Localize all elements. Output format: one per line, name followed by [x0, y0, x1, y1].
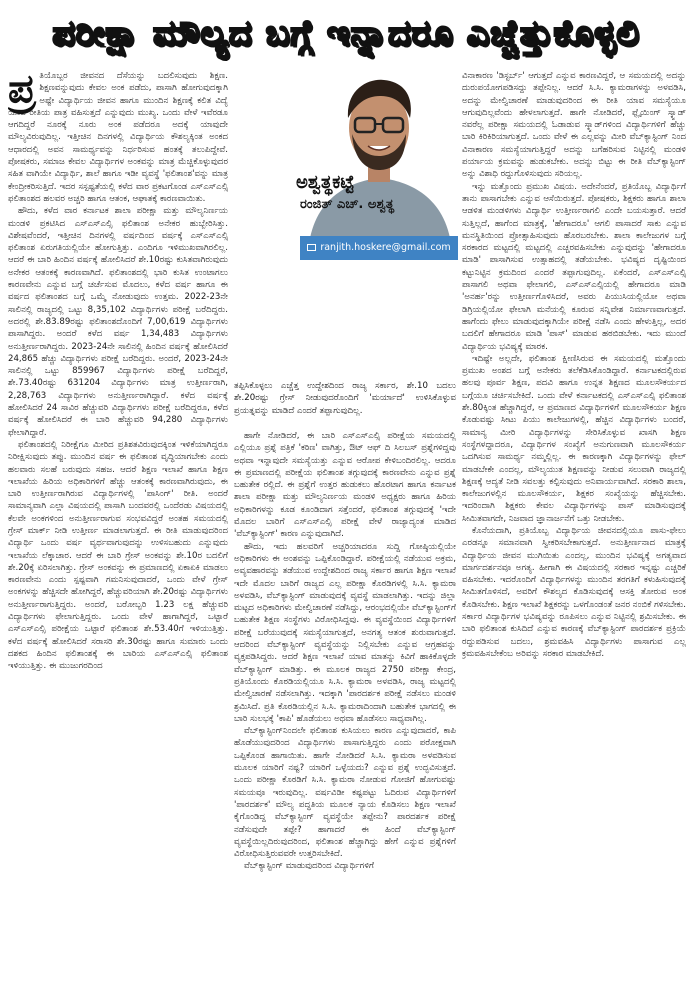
author-email[interactable]: ranjith.hoskere@gmail.com	[320, 242, 451, 253]
paragraph: ಇನ್ನು ಮತ್ತೊಂದು ಪ್ರಮುಖ ವಿಷಯ. ಅದೇನೆಂದರೆ, ಪ್ರತಿಯೊಬ್ಬ ವಿದ್ಯಾರ್ಥಿಗೆ ತಾನು ಪಾಸಾಗಬೇಕು ಎನ್ನುವ ಆಸೆಯಿರುತ್ತದೆ. ಪೋಷಕರು, ಶಿಕ್ಷಕರು ಹಾಗೂ ಶಾಲಾ ಆಡಳಿತ ಮಂಡಳಿಗಳು ವಿದ್ಯಾರ್ಥಿ ಉತ್ತೀರ್ಣರಾಗಲಿ ಎಂದೇ ಬಯಸುತ್ತಾರೆ. ಆದರೆ ಸುತ್ತಿಲ್ಲದೆ, ಹಾಗೆಂದ ಮಾತ್ರಕ್ಕೆ, 'ಹೇಗಾದರೂ' ಆಗಲಿ ಪಾಸಾದರೆ ಸಾಕು ಎನ್ನುವ ಮನಸ್ಥಿತಿಯಿಂದ ಪ್ರೋತ್ಸಾಹಿಸುವುದು ಹೊರಬರಬೇಕು. ಶಾಲಾ ಕಾಲೇಜುಗಳ ಬಗ್ಗೆ ಸರಕಾರದ ಮಟ್ಟದಲ್ಲಿ ಮಟ್ಟದಲ್ಲಿ ಎಚ್ಚರವಹಿಸಬೇಕು ಎನ್ನುವುದನ್ನು 'ಹೇಗಾದರೂ ಮಾಡಿ' ಪಾಸಾಗಿಸುವ ಉತ್ಸಾಹದಲ್ಲಿ ತಡೆಯಬೇಕು. ಭವಿಷ್ಯದ ದೃಷ್ಟಿಯಿಂದ ಕಟ್ಟುನಿಟ್ಟಿನ ಕ್ರಮದಿಂದ ಎಂದರೆ ತಪ್ಪಾಗುವುದಿಲ್ಲ. ಏಕೆಂದರೆ, ಎಸ್ಎಸ್ಎಲ್ಸಿ ಪಾಸಾಗಲಿ ಅಥವಾ ಫೇಲಾಗಲಿ, ಎಸ್ಎಸ್ಎಲ್ಸಿಯಲ್ಲಿ ಹೇಗಾದರೂ ಮಾಡಿ 'ಅನರ್ಹ'ರನ್ನು ಉತ್ತೀರ್ಣಗೊಳಿಸಿದರೆ, ಅವರು ಪಿಯುಸಿಯಲ್ಲಿಯೋ ಅಥವಾ ಡಿಗ್ರಿಯಲ್ಲಿಯೋ ಫೇಲಾಗಿ ಮನೆಯಲ್ಲಿ ಕೂರುವ ಸನ್ನಿವೇಶ ನಿರ್ಮಾಣವಾಗುತ್ತದೆ. ಹಾಗೆಂದು ಫೇಲು ಮಾಡುವುದಕ್ಕಾಗಿಯೇ ಪರೀಕ್ಷೆ ನಡೆಸಿ ಎಂದು ಹೇಳುತ್ತಿಲ್ಲ, ಅದರ ಬದಲಿಗೆ ಹೇಗಾದರೂ ಮಾಡಿ 'ಪಾಸ್' ಮಾಡುವ ಹಠಬಿಡಬೇಕು. ಇದು ಮುಂದೆ ವಿದ್ಯಾರ್ಥಿಯ ಭವಿಷ್ಯಕ್ಕೆ ಮಾರಕ.	[462, 181, 686, 352]
paragraph: ತಿಯೊಬ್ಬರ ಜೀವನದ ದೆಸೆಯನ್ನು ಬದಲಿಸುವುದು ಶಿಕ್ಷಣ. ಶಿಕ್ಷಣವನ್ನುವುದು ಕೇವಲ ಅಂಕ ಪಡೆದು, ಪಾಸಾಗಿ ಹೋಗುವುದಕ್ಕಾಗಿ ಅಷ್ಟೇ ವಿದ್ಯಾರ್ಥಿಯ ಜೀವನ ಹಾಗೂ ಮುಂದಿನ ಶಿಕ್ಷಣಕ್ಕೆ ಕಲಿತ ವಿದ್ಯೆ ಯಾವ ರೀತಿಯ ಪಾತ್ರ ವಹಿಸುತ್ತದೆ ಎನ್ನುವುದು ಮುಖ್ಯ. ಒಂದು ವೇಳೆ ಇವೆರಡೂ ಆಗದಿದ್ದರೆ ನೂರಕ್ಕೆ ನೂರು ಅಂಕ ಪಡೆದರೂ ಅದಕ್ಕೆ ಯಾವುದೇ ಮೌಲ್ಯವಿರುವುದಿಲ್ಲ. ಇತ್ತೀಚಿನ ದಿನಗಳಲ್ಲಿ ವಿದ್ಯಾರ್ಥಿಯ ಕೌಶಲ್ಯಕ್ಕಿಂತ ಅಂಕದ ಆಧಾರದಲ್ಲಿ ಅವನ ಸಾಮರ್ಥ್ಯವನ್ನು ನಿರ್ಧರಿಸುವ ಹಂತಕ್ಕೆ ತಲುಪಿದ್ದೇವೆ. ಪೋಷಕರು, ಸಮಾಜ ಕೇವಲ ವಿದ್ಯಾರ್ಥಿಗಳ ಅಂಕವನ್ನು ಮಾತ್ರ ಮೆಚ್ಚಿಕೊಳ್ಳುವುದರ ಸಹಿತ ವಾಗಿಯೇ ವಿದ್ಯಾರ್ಥಿ, ಶಾಲೆ ಹಾಗೂ ಇಡೀ ವ್ಯವಸ್ಥೆ 'ಫಲಿತಾಂಶ'ವನ್ನು ಮಾತ್ರ ಕೇಂದ್ರೀಕರಿಸುತ್ತಿದೆ. ಇದರ ಸಸ್ಪಷ್ಟತೆಯಲ್ಲಿ ಕಳೆದ ವಾರ ಪ್ರಕಟಗೊಂಡ ಎಸ್ಎಸ್ಎಲ್ಸಿ ಫಲಿತಾಂಶದ ಹಲವರ ಅಚ್ಚರಿ ಹಾಗೂ ಆತಂಕ, ಆಘಾತಕ್ಕೆ ಕಾರಣವಾಯಿತು.	[8, 71, 228, 204]
paragraph: ಇದಿಷ್ಟೇ ಅಲ್ಲದೇ, ಫಲಿತಾಂಶ ಕ್ಷೀಣಿಸಿರುವ ಈ ಸಮಯದಲ್ಲಿ ಮತ್ತೊಂದು ಪ್ರಮುಖ ಅಂಶದ ಬಗ್ಗೆ ಅನೇಕರು ತಲೆಕೆಡಿಸಿಕೊಂಡಿದ್ದಾರೆ. ಕರ್ನಾಟಕದಲ್ಲಿರುವ ಹಲವು ಪೂರ್ವ ಶಿಕ್ಷಣ, ಪದವಿ ಹಾಗೂ ಉನ್ನತ ಶಿಕ್ಷಣದ ಮೂಲಸೌಕರ್ಯದ ಬಗ್ಗೆಯೂ ಚರ್ಚಿಸಬೇಕಿದೆ. ಒಂದು ವೇಳೆ ಕರ್ನಾಟಕದಲ್ಲಿ ಎಸ್ಎಸ್ಎಲ್ಸಿ ಫಲಿತಾಂಶ ಶೇ.80ಕ್ಕಿಂತ ಹೆಚ್ಚಾಗಿದ್ದರೆ, ಆ ಪ್ರಮಾಣದ ವಿದ್ಯಾರ್ಥಿಗಳಿಗೆ ಮೂಲಸೌಕರ್ಯ ಶಿಕ್ಷಣ ಕೊಡುವಷ್ಟು ಸೀಟು ಪಿಯು ಕಾಲೇಜುಗಳಲ್ಲಿ, ಹೆಚ್ಚಿನ ವಿದ್ಯಾರ್ಥಿಗಳು ಬಂದರೆ, ಸಾಮಾನ್ಯ ಮೀರಿ ವಿದ್ಯಾರ್ಥಿಗಳನ್ನು ಸೇರಿಸಿಕೊಳ್ಳುವ ಖಾಸಗಿ ಶಿಕ್ಷಣ ಸಂಸ್ಥೆಗಳದ್ದಾದರೂ, ವಿದ್ಯಾರ್ಥಿಗಳ ಸಂಖ್ಯೆಗೆ ಅನುಗುಣವಾಗಿ ಮೂಲಸೌಕರ್ಯ ಒದಗಿಸುವ ಸಾಮರ್ಥ್ಯ ನಮ್ಮಲ್ಲಿಲ್ಲ. ಈ ಕಾರಣಕ್ಕಾಗಿ ವಿದ್ಯಾರ್ಥಿಗಳನ್ನು ಫೇಲ್ ಮಾಡಬೇಕೇ ಎಂದಲ್ಲ, ಮೌಲ್ಯಯುತ ಶಿಕ್ಷಣವನ್ನು ನೀಡುವ ಸಲುವಾಗಿ ರಾಜ್ಯದಲ್ಲಿ ಶಿಕ್ಷಣಕ್ಕೆ ಆದ್ಯತೆ ನೀಡಿ ಸವಲತ್ತು ಕಲ್ಪಿಸುವುದು ಅನಿವಾರ್ಯವಾಗಿದೆ. ಸರಕಾರಿ ಶಾಲಾ, ಕಾಲೇಜುಗಳಲ್ಲಿನ ಮೂಲಸೌಕರ್ಯ, ಶಿಕ್ಷಕರ ಸಂಖ್ಯೆಯನ್ನು ಹೆಚ್ಚಿಸಬೇಕು. ಇದರಿಂದಾಗಿ ಶಿಕ್ಷಕರು ಕೇವಲ ವಿದ್ಯಾರ್ಥಿಗಳನ್ನು ಪಾಸ್ ಮಾಡಿಸುವುದಕ್ಕೆ ಸೀಮಿತವಾಗದೇ, ನಿಜವಾದ ಜ್ಞಾನಾರ್ಜನೆಗೆ ಒತ್ತು ನೀಡಬೇಕು.	[462, 353, 686, 524]
paragraph: ವೆಬ್‌ಕ್ಯಾಸ್ಟಿಂಗ್ ಮಾಡುವುದರಿಂದ ವಿದ್ಯಾರ್ಥಿಗಳಿಗೆ	[244, 861, 374, 872]
author-photo	[300, 70, 458, 238]
author-name: ರಂಜಿತ್ ಎಚ್. ಅಶ್ವತ್ಥ	[300, 197, 395, 212]
paragraph: ಫಲಿತಾಂಶದಲ್ಲಿ ನಿರೀಕ್ಷೆಗೂ ಮೀರಿದ ಪ್ರತಿಶತವಿರುವುದಕ್ಕಿಂತ ಇಳಿಕೆಯಾಗಿದ್ದರೂ ನಿರೀಕ್ಷಿಸುವುದು ತಪ್ಪು. ಮುಂದಿನ ವರ್ಷ ಈ ಫಲಿತಾಂಶ ವೃದ್ಧಿಯಾಗಬೇಕು ಎಂದು ಹಲವಾರು ಸಲಹೆ ಬರುವುದು ಸಹಜ. ಆದರೆ ಶಿಕ್ಷಣ ಇಲಾಖೆ ಹಾಗೂ ಶಿಕ್ಷಣ ಇಲಾಖೆಯ ಹಿರಿಯ ಅಧಿಕಾರಿಗಳಿಗೆ ಹೆಚ್ಚು ಆತಂಕಕ್ಕೆ ಕಾರಣವಾಗಿರುವುದು, ಈ ಬಾರಿ ಉತ್ತೀರ್ಣರಾಗಿರುವ ವಿದ್ಯಾರ್ಥಿಗಳಲ್ಲಿ 'ಪಾಸಿಂಗ್' ರೀತಿ. ಅಂದರೆ ಸಾಮಾನ್ಯವಾಗಿ ಎಲ್ಲಾ ವಿಷಯದಲ್ಲಿ ಪಾಸಾಗಿ ಬಂದವರಲ್ಲಿ ಒಂದೆರಡು ವಿಷಯದಲ್ಲಿ ಕೆಲವೇ ಅಂಕಗಳಿಂದ ಅನುತ್ತೀರ್ಣರಾಗುವ ಸಂಭವವಿದ್ದರೆ ಅಂತಹ ಸಮಯದಲ್ಲಿ ಗ್ರೇಸ್ ಮಾರ್ಕ್ ನೀಡಿ ಉತ್ತೀರ್ಣ ಮಾಡಲಾಗುತ್ತದೆ. ಈ ರೀತಿ ಮಾಡುವುದರಿಂದ ವಿದ್ಯಾರ್ಥಿ ಒಂದು ವರ್ಷ ವ್ಯರ್ಥವಾಗುವುದನ್ನು ಉಳಿಸಬಹುದು ಎನ್ನುವುದು ಇಲಾಖೆಯ ಲೆಕ್ಕಾಚಾರ. ಆದರೆ ಈ ಬಾರಿ ಗ್ರೇಸ್ ಅಂಕವನ್ನು ಶೇ.10ರ ಬದಲಿಗೆ ಶೇ.20ಕ್ಕೆ ಏರಿಸಲಾಗಿತ್ತು. ಗ್ರೇಸ್ ಅಂಕವನ್ನು ಈ ಪ್ರಮಾಣದಲ್ಲಿ ಏಕಾಏಕಿ ಮಾಡಲು ಕಾರಣವೇನು ಎಂದು ಸ್ಪಷ್ಟವಾಗಿ ಗಮನಿಸುವುದಾದರೆ, ಒಂದು ವೇಳೆ ಗ್ರೇಸ್ ಅಂಕಗಳನ್ನು ಹೆಚ್ಚಿಸದೇ ಹೋಗಿದ್ದರೆ, ಹೆಚ್ಚುವರಿಯಾಗಿ ಶೇ.20ರಷ್ಟು ವಿದ್ಯಾರ್ಥಿಗಳು ಅನುತ್ತೀರ್ಣರಾಗುತ್ತಿದ್ದರು. ಅಂದರೆ, ಬರೋಬ್ಬರಿ 1.23 ಲಕ್ಷ ಹೆಚ್ಚುವರಿ ವಿದ್ಯಾರ್ಥಿಗಳು ಫೇಲಾಗುತ್ತಿದ್ದರು. ಒಂದು ವೇಳೆ ಹಾಗಾಗಿದ್ದರೆ, ಒಟ್ಟಾರೆ ಎಸ್ಎಸ್ಎಲ್ಸಿ ಪರೀಕ್ಷೆಯ ಒಟ್ಟಾರೆ ಫಲಿತಾಂಶ ಶೇ.53.40ಗೆ ಇಳಿಯುತ್ತಿತ್ತು. ಕಳೆದ ವರ್ಷಕ್ಕೆ ಹೋಲಿಸಿದರೆ ಸರಾಸರಿ ಶೇ.30ರಷ್ಟು ಹಾಗೂ ಸುಮಾರು ಒಂದು ದಶಕದ ಹಿಂದಿನ ಫಲಿತಾಂಶಕ್ಕೆ ಈ ಬಾರಿಯ ಎಸ್ಎಸ್ಎಲ್ಸಿ ಫಲಿತಾಂಶ ಇಳಿಯುತ್ತಿತ್ತು. ಈ ಮುಜುಗರದಿಂದ	[8, 439, 228, 672]
column-2-intro: ತಪ್ಪಿಸಿಕೊಳ್ಳಲು ಎಚ್ಚೆತ್ತ ಉದ್ದೇಶದಿಂದ ರಾಜ್ಯ ಸರ್ಕಾರ, ಶೇ.10 ಬದಲು ಶೇ.20ರಷ್ಟು ಗ್ರೇಸ್ ನೀಡುವುದರೊಂದಿಗೆ 'ಮರ್ಯಾದೆ' ಉಳಿಸಿಕೊಳ್ಳುವ ಪ್ರಯತ್ನವನ್ನು ಮಾಡಿದೆ ಎಂದರೆ ತಪ್ಪಾಗುವುದಿಲ್ಲ.	[234, 381, 456, 416]
paragraph: ಹಾಗೇ ನೋಡಿದರೆ, ಈ ಬಾರಿ ಎಸ್ಎಸ್ಎಲ್ಸಿ ಪರೀಕ್ಷೆಯ ಸಮಯದಲ್ಲಿ ಎಲ್ಲಿಯೂ ಪ್ರಶ್ನೆ ಪತ್ರಿಕೆ 'ಕಠಿಣ' ವಾಗಿತ್ತು, ಔಟ್ ಆಫ್ ದಿ ಸಿಲಬಸ್ ಪ್ರಶ್ನೆಗಳಿದ್ದವು ಅಥವಾ ಇನ್ನಾವುದೇ ಸಮಸ್ಯೆಯತ್ತು ಎನ್ನುವ ಆರೋಪ ಕೇಳಿಬಂದಿರಲಿಲ್ಲ. ಆದರೂ ಈ ಪ್ರಮಾಣದಲ್ಲಿ ಪರೀಕ್ಷೆಯ ಫಲಿತಾಂಶ ತಗ್ಗುವುದಕ್ಕೆ ಕಾರಣವೇನು ಎನ್ನುವ ಪ್ರಶ್ನೆ ಬಹುತೇಕ ರಲ್ಲಿದೆ. ಈ ಪ್ರಶ್ನೆಗೆ ಉತ್ತರ ಹುಡುಕಲು ಹೊರಟಾಗ ಹಾಗೂ ಕರ್ನಾಟಕ ಶಾಲಾ ಪರೀಕ್ಷಾ ಮತ್ತು ಮೌಲ್ಯನಿರ್ಣಯ ಮಂಡಳಿ ಅಧ್ಯಕ್ಷರು ಹಾಗೂ ಹಿರಿಯ ಅಧಿಕಾರಿಗಳನ್ನು ಕೂಡ ಕೂಂಡಿದಾಗ ಸತ್ತೆಂದರೆ, ಫಲಿತಾಂಶ ತಗ್ಗುವುದಕ್ಕೆ 'ಇದೇ ಮೊದಲ ಬಾರಿಗೆ ಎಸ್ಎಸ್ಎಲ್ಸಿ ಪರೀಕ್ಷೆ ವೇಳೆ ರಾಜ್ಯಾದ್ಯಂತ ಮಾಡಿದ 'ವೆಬ್‌ಕ್ಯಾಸ್ಟಿಂಗ್' ಕಾರಣ ಎನ್ನುವುದಾಗಿದೆ.	[234, 431, 456, 540]
dropcap: ಪ್ರ	[8, 70, 36, 112]
author-portrait	[300, 70, 458, 238]
paragraph: ಹೌದು, ಕಳೆದ ವಾರ ಕರ್ನಾಟಕ ಶಾಲಾ ಪರೀಕ್ಷಾ ಮತ್ತು ಮೌಲ್ಯನಿರ್ಣಯ ಮಂಡಳಿ ಪ್ರಕಟಿಸಿದ ಎಸ್ಎಸ್ಎಲ್ಸಿ ಫಲಿತಾಂಶ ಅನೇಕರ ಹುಬ್ಬೇರಿಸಿತ್ತು. ವಿಶೇಷವೆಂದರೆ, ಇತ್ತೀಚಿನ ದಿನಗಳಲ್ಲಿ ವರ್ಷದಿಂದ ವರ್ಷಕ್ಕೆ ಎಸ್ಎಸ್ಎಲ್ಸಿ ಫಲಿತಾಂಶ ಏರುಗತಿಯಲ್ಲಿಯೇ ಹೋಗುತ್ತಿತ್ತು. ಎಂದಿಗೂ ಇಳಿಮುಖವಾಗಿರಲಿಲ್ಲ. ಆದರೆ ಈ ಬಾರಿ ಹಿಂದಿನ ವರ್ಷಕ್ಕೆ ಹೋಲಿಸಿದರೆ ಶೇ.10ರಷ್ಟು ಕುಸಿತವಾಗಿರುವುದು ಅನೇಕರ ಆತಂಕಕ್ಕೆ ಕಾರಣವಾಗಿದೆ. ಫಲಿತಾಂಶದಲ್ಲಿ ಭಾರಿ ಕುಸಿತ ಉಂಟಾಗಲು ಕಾರಣವೇನು ಎನ್ನುವ ಬಗ್ಗೆ ಚರ್ಚೆಸುವ ಮೊದಲು, ಕಳೆದ ವರ್ಷ ಹಾಗೂ ಈ ವರ್ಷದ ಫಲಿತಾಂಶದ ಬಗ್ಗೆ ಒಮ್ಮೆ ನೋಡುವುದು ಉತ್ತಮ. 2022-23ನೇ ಸಾಲಿನಲ್ಲಿ ರಾಜ್ಯದಲ್ಲಿ ಒಟ್ಟು 8,35,102 ವಿದ್ಯಾರ್ಥಿಗಳು ಪರೀಕ್ಷೆ ಬರೆದಿದ್ದರು. ಅದರಲ್ಲಿ ಶೇ.83.89ರಷ್ಟು ಫಲಿತಾಂಶದೊಂದಿಗೆ 7,00,619 ವಿದ್ಯಾರ್ಥಿಗಳು ಪಾಸಾಗಿದ್ದರು. ಅಂದರೆ ಕಳೆದ ವರ್ಷ 1,34,483 ವಿದ್ಯಾರ್ಥಿಗಳು ಅನುತ್ತೀರ್ಣರಾಗಿದ್ದರು. 2023-24ನೇ ಸಾಲಿನಲ್ಲಿ ಹಿಂದಿನ ವರ್ಷಕ್ಕೆ ಹೋಲಿಸಿದರೆ 24,865 ಹೆಚ್ಚು ವಿದ್ಯಾರ್ಥಿಗಳು ಪರೀಕ್ಷೆ ಬರೆದಿದ್ದರು. ಅಂದರೆ, 2023-24ನೇ ಸಾಲಿನಲ್ಲಿ ಒಟ್ಟು 859967 ವಿದ್ಯಾರ್ಥಿಗಳು ಪರೀಕ್ಷೆ ಬರೆದಿದ್ದರೆ, ಶೇ.73.40ರಷ್ಟು 631204 ವಿದ್ಯಾರ್ಥಿಗಳು ಮಾತ್ರ ಉತ್ತೀರ್ಣರಾಗಿ, 2,28,763 ವಿದ್ಯಾರ್ಥಿಗಳು ಅನುತ್ತೀರ್ಣರಾಗಿದ್ದಾರೆ. ಕಳೆದ ವರ್ಷಕ್ಕೆ ಹೋಲಿಸಿದರೆ 24 ಸಾವಿರ ಹೆಚ್ಚುವರಿ ವಿದ್ಯಾರ್ಥಿಗಳು ಪರೀಕ್ಷೆ ಬರೆದಿದ್ದರೂ, ಕಳೆದ ವರ್ಷಕ್ಕೆ ಹೋಲಿಸಿದರೆ ಈ ಬಾರಿ ಹೆಚ್ಚುವರಿ 94,280 ವಿದ್ಯಾರ್ಥಿಗಳು ಫೇಲಾಗಿದ್ದಾರೆ.	[8, 206, 228, 438]
article-column-1	[8, 70, 228, 992]
paragraph: ಹೌದು, ಇದು ಹಲವರಿಗೆ ಅಚ್ಚರಿಯಾದರೂ ಸುದ್ದಿ ಗೋಷ್ಠಿಯಲ್ಲಿಯೇ ಅಧಿಕಾರಿಗಳು ಈ ಅಂಶವನ್ನು ಒಪ್ಪಿಕೊಂಡಿದ್ದಾರೆ. ಪರೀಕ್ಷೆಯಲ್ಲಿ ನಡೆಯುವ ಅಕ್ರಮ, ಅವ್ಯವಹಾರವನ್ನು ತಡೆಯುವ ಉದ್ದೇಶದಿಂದ ರಾಜ್ಯ ಸರ್ಕಾರ ಹಾಗೂ ಶಿಕ್ಷಣ ಇಲಾಖೆ ಇದೇ ಮೊದಲ ಬಾರಿಗೆ ರಾಜ್ಯದ ಎಲ್ಲ ಪರೀಕ್ಷಾ ಕೊಠಡಿಗಳಲ್ಲಿ ಸಿ.ಸಿ. ಕ್ಯಾಮರಾ ಅಳವಡಿಸಿ, ವೆಬ್‌ಕ್ಯಾಸ್ಟಿಂಗ್ ಮಾಡುವುದಕ್ಕೆ ವ್ಯವಸ್ಥೆ ಮಾಡಲಾಗಿತ್ತು. ಇದನ್ನು ಜಿಲ್ಲಾ ಮಟ್ಟದ ಅಧಿಕಾರಿಗಳು ಮೇಲ್ವಿಚಾರಣೆ ನಡೆಸಿದ್ದು, ಆರಂಭದಲ್ಲಿಯೇ ವೆಬ್‌ಕ್ಯಾಸ್ಟಿಂಗ್‌ಗೆ ಬಹುತೇಕ ಶಿಕ್ಷಣ ಸಂಸ್ಥೆಗಳು ವಿರೋಧಿಸಿದ್ದವು. ಈ ವ್ಯವಸ್ಥೆಯಿಂದ ವಿದ್ಯಾರ್ಥಿಗಳಿಗೆ ಪರೀಕ್ಷೆ ಬರೆಯುವುದಕ್ಕೆ ಸಮಸ್ಯೆಯಾಗುತ್ತದೆ, ಅನಗತ್ಯ ಆತಂಕ ಶುರುವಾಗುತ್ತದೆ. ಆದರಿಂದ ವೆಬ್‌ಕ್ಯಾಸ್ಟಿಂಗ್ ವ್ಯವಸ್ಥೆಯನ್ನು ನಿಲ್ಲಿಸಬೇಕು ಎನ್ನುವ ಆಗ್ರಹವನ್ನು ವ್ಯಕ್ತಪಡಿಸಿದ್ದರು. ಆದರೆ ಶಿಕ್ಷಣ ಇಲಾಖೆ ಯಾವ ಮಾತನ್ನು ಕಿವಿಗೆ ಹಾಕಿಕೊಳ್ಳದೇ ವೆಬ್‌ಕ್ಯಾಸ್ಟಿಂಗ್ ಮಾಡಿತ್ತು. ಈ ಮೂಲಕ ರಾಜ್ಯದ 2750 ಪರೀಕ್ಷಾ ಕೇಂದ್ರ, ಪ್ರತಿಯೊಂದು ಕೊಠಡಿಯಲ್ಲಿಯೂ ಸಿ.ಸಿ. ಕ್ಯಾಮರಾ ಅಳವಡಿಸಿ, ರಾಜ್ಯ ಮಟ್ಟದಲ್ಲಿ ಮೇಲ್ವಿಚಾರಣೆ ನಡೆಸಲಾಗಿತ್ತು. ಇದಕ್ಕಾಗಿ 'ಪಾರದರ್ಶಕ ಪರೀಕ್ಷೆ ನಡೆಸಲು ಮಂಡಳಿ ಶ್ರಮಿಸಿದೆ. ಪ್ರತಿ ಕೊಠಡಿಯಲ್ಲಿನ ಸಿ.ಸಿ. ಕ್ಯಾಮರಾದಿಂದಾಗಿ ಬಹುತೇಕ ಭಾಗದಲ್ಲಿ ಈ ಬಾರಿ ಸುಲಭಕ್ಕೆ 'ಕಾಪಿ' ಹೊಡೆಯಲು ಅಥವಾ ಹೊಡೆಸಲು ಸಾಧ್ಯವಾಗಿಲ್ಲ.	[234, 541, 456, 724]
paragraph: ಕೊನೆಯದಾಗಿ, ಪ್ರತಿಯೊಬ್ಬ ವಿದ್ಯಾರ್ಥಿಯ ಜೀವನದಲ್ಲಿಯೂ ಪಾಸು-ಫೇಲು ಎರಡನ್ನೂ ಸಮಾನವಾಗಿ ಸ್ವೀಕರಿಸಬೇಕಾಗುತ್ತದೆ. ಅನುತ್ತೀರ್ಣನಾದ ಮಾತ್ರಕ್ಕೆ ವಿದ್ಯಾರ್ಥಿಯ ಜೀವನ ಮುಗಿಯಿತು ಎಂದಲ್ಲ, ಮುಂದಿನ ಭವಿಷ್ಯಕ್ಕೆ ಅಗತ್ಯವಾದ ಮಾರ್ಗದರ್ಶನವೂ ಅಗತ್ಯ. ಹೀಗಾಗಿ ಈ ವಿಷಯದಲ್ಲಿ ಸರಕಾರ ಇನ್ನಷ್ಟು ಎಚ್ಚರಿಕೆ ವಹಿಸಬೇಕು. ಇದರೊಂದಿಗೆ ವಿದ್ಯಾರ್ಥಿಗಳನ್ನು ಮುಂದಿನ ತರಗತಿಗೆ ಕಳುಹಿಸುವುದಕ್ಕೆ ಸೀಮಿತಗೊಳಿಸದೆ, ಅವರಿಗೆ ಕೌಶಲ್ಯದ ಕೊಡಿಸುವುದಕ್ಕೆ ಆಸಕ್ತಿ ತೋರುವ ಅಂಕ ಕೊಡಿಸಬೇಕು. ಶಿಕ್ಷಣ ಇಲಾಖೆ ಶಿಕ್ಷಕರನ್ನು ಒಳಗೊಂಡಂತೆ ಜನರ ನಂಬಿಕೆ ಗಳಿಸಬೇಕು. ಸರ್ಕಾರ ವಿದ್ಯಾರ್ಥಿಗಳ ಭವಿಷ್ಯವನ್ನು ರೂಪಿಸಲು ಎನ್ನುವ ನಿಟ್ಟಿನಲ್ಲಿ ಶ್ರಮಿಸಬೇಕು. ಈ ಬಾರಿ ಫಲಿತಾಂಶ ಕುಸಿದಿದೆ ಎನ್ನುವ ಕಾರಣಕ್ಕೆ ವೆಬ್‌ಕ್ಯಾಸ್ಟಿಂಗ್ ಪಾರದರ್ಶಕ ಪ್ರಕ್ರಿಯೆ ರದ್ದುಪಡಿಸುವ ಬದಲು, ಶ್ರಮವಹಿಸಿ ವಿದ್ಯಾರ್ಥಿಗಳು ಪಾಸಾಗುವ ಎಲ್ಲ ಕ್ರಮವಹಿಸಬೇಕೆಂಬ ಅರಿವನ್ನು ಸರಕಾರ ಮಾಡಬೇಕಿದೆ.	[462, 525, 686, 659]
mail-icon	[307, 244, 316, 251]
article-column-2	[234, 430, 456, 990]
paragraph: ವೆಬ್‌ಕ್ಯಾಸ್ಟಿಂಗ್‌ನಿಂದಲೇ ಫಲಿತಾಂಶ ಕುಸಿಯಲು ಕಾರಣ ಎನ್ನುವುದಾದರೆ, ಕಾಪಿ ಹೊಡೆಯುವುದರಿಂದ ವಿದ್ಯಾರ್ಥಿಗಳು ಪಾಸಾಗುತ್ತಿದ್ದರು ಎಂದು ಪರೋಕ್ಷವಾಗಿ ಒಪ್ಪಿಕೊಂಡ ಹಾಗಾಯಿತು. ಹಾಗೇ ನೋಡಿದರೆ ಸಿ.ಸಿ. ಕ್ಯಾಮರಾ ಅಳವಡಿಸುವ ಮೂಲಕ ಯಾರಿಗೆ ನಷ್ಟ? ಯಾರಿಗೆ ಒಳ್ಳೆಯದು? ಎನ್ನುವ ಪ್ರಶ್ನೆ ಉದ್ಭವಿಸುತ್ತದೆ. ಒಂದು ಪರೀಕ್ಷಾ ಕೊಠಡಿಗೆ ಸಿ.ಸಿ. ಕ್ಯಾಮರಾ ನೋಡುವ ಗೋಜಿಗೆ ಹೋಗುವಷ್ಟು ಸಮಯವೂ ಇರುವುದಿಲ್ಲ. ವರ್ಷವಿಡೀ ಕಷ್ಟಪಟ್ಟು ಓದಿರುವ ವಿದ್ಯಾರ್ಥಿಗಳಿಗೆ 'ಪಾರದರ್ಶಕ' ಮೌಲ್ಯ ಪದ್ಧತಿಯ ಮೂಲಕ ನ್ಯಾಯ ಕೊಡಿಸಲು ಶಿಕ್ಷಣ ಇಲಾಖೆ ಕೈಗೊಂಡಿದ್ದ ವೆಬ್‌ಕ್ಯಾಸ್ಟಿಂಗ್ ವ್ಯವಸ್ಥೆಯೇ ತಪ್ಪೇನು? ಪಾರದರ್ಶಕ ಪರೀಕ್ಷೆ ನಡೆಸುವುದೇ ತಪ್ಪೇ? ಹಾಗಾದರೆ ಈ ಹಿಂದೆ ವೆಬ್‌ಕ್ಯಾಸ್ಟಿಂಗ್ ವ್ಯವಸ್ಥೆಯಿಲ್ಲದಿರುವುದರಿಂದ, ಫಲಿತಾಂಶ ಹೆಚ್ಚಾಗಿದ್ದು ಹೇಗೆ ಎನ್ನುವ ಪ್ರಶ್ನೆಗಳಿಗೆ ವಿರೋಧಿಸುತ್ತಿರುವವರೇ ಉತ್ತರಿಸಬೇಕಿದೆ.	[234, 726, 456, 860]
column-title: ಅಶ್ವತ್ಥಕಟ್ಟೆ	[296, 172, 355, 193]
byline	[296, 172, 456, 212]
paragraph: ವಿನಾಕಾರಣ 'ಡಿಸ್ಟರ್ಬ್' ಆಗುತ್ತದೆ ಎನ್ನುವ ಕಾರಣವಿದ್ದರೆ, ಆ ಸಮಯದಲ್ಲಿ ಅದನ್ನು ದುರುಪಯೋಗಪಡಿಸದ್ದು ತಪ್ಪೇನಿಲ್ಲ. ಆದರೆ ಸಿ.ಸಿ. ಕ್ಯಾಮರಾಗಳನ್ನು ಅಳವಡಿಸಿ, ಅದನ್ನು ಮೇಲ್ವಿಚಾರಣೆ ಮಾಡುವುದರಿಂದ ಈ ರೀತಿ ಯಾವ ಸಮಸ್ಯೆಯೂ ಆಗುವುದಿಲ್ಲವೆಂದು ಹೇಳಲಾಗುತ್ತದೆ. ಹಾಗೇ ನೋಡಿದರೆ, ಫ್ಲೈಯಿಂಗ್ ಸ್ಕ್ವಾಡ್ ನವರೆಲ್ಲ ಪರೀಕ್ಷಾ ಸಮಯದಲ್ಲಿ ಓಡಾಡುವ ಸ್ಕ್ವಾಡ್‌ಗಳಿಂದ ವಿದ್ಯಾರ್ಥಿಗಳಿಗೆ ಹೆಚ್ಚು ಬಾರಿ ಕಿರಿಕಿರಿಯಾಗುತ್ತದೆ. ಒಂದು ವೇಳೆ ಈ ಎಲ್ಲವನ್ನು ಮೀರಿ ವೆಬ್‌ಕ್ಯಾಸ್ಟಿಂಗ್ ನಿಂದ ವಿನಾಕಾರಣ ಸಮಸ್ಯೆಯಾಗುತ್ತಿದ್ದರೆ ಅದನ್ನು ಬಗೆಹರಿಸುವ ನಿಟ್ಟಿನಲ್ಲಿ ಮಂಡಳಿ ಪರ್ಯಾಯ ಕ್ರಮವನ್ನು ಹುಡುಕಬೇಕು. ಅದನ್ನು ಬಿಟ್ಟು ಈ ರೀತಿ ವೆಬ್‌ಕ್ಯಾಸ್ಟಿಂಗ್ ಅನ್ನು ವಿಶಾಧಿ ರದ್ದುಗೊಳಿಸುವುದು ಸರಿಯಲ್ಲ.	[462, 71, 686, 180]
article-column-3	[462, 70, 686, 992]
email-bar[interactable]	[300, 236, 458, 260]
headline: ಪರೀಕ್ಷಾ ಮೌಲ್ಯದ ಬಗ್ಗೆ ಇನ್ನಾದರೂ ಎಚ್ಚೆತ್ತುಕೊಳ್ಳಲಿ	[52, 14, 640, 54]
